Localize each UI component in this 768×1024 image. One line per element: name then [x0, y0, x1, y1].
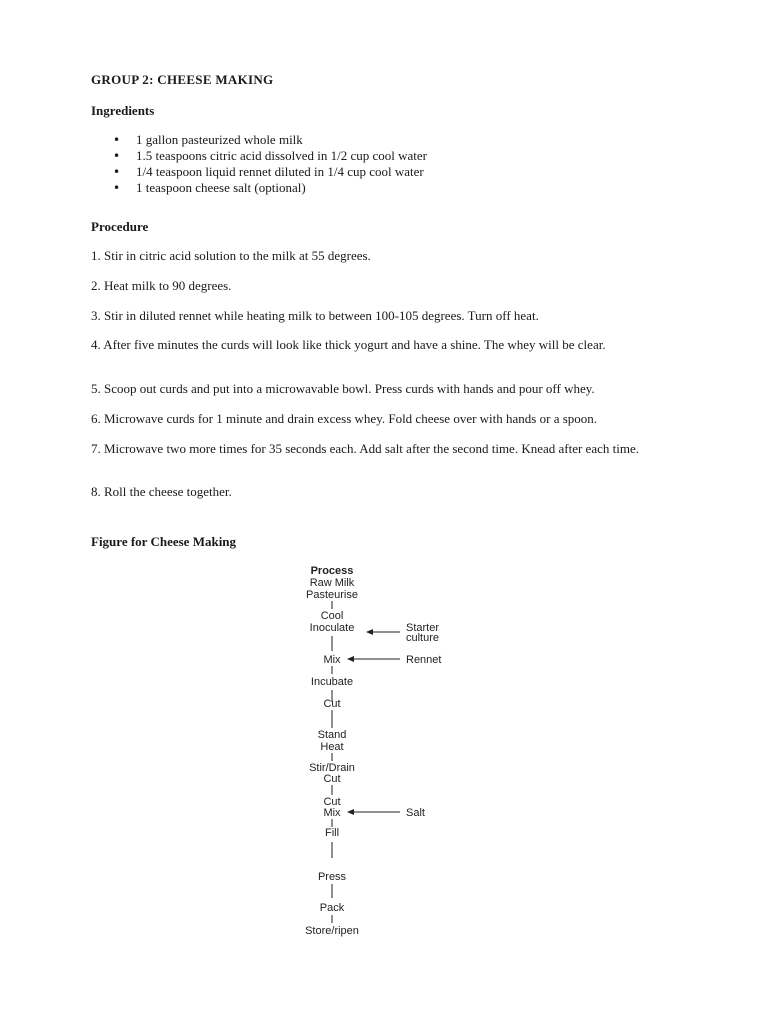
flow-step-cut-3: Cut	[323, 796, 341, 808]
procedure-step: 3. Stir in diluted rennet while heating milk to between 100-105 degrees. Turn off heat.	[91, 308, 539, 323]
flow-step-cut-2: Cut	[323, 773, 341, 785]
ingredients-heading: Ingredients	[91, 103, 155, 118]
flow-step-incubate: Incubate	[310, 676, 354, 688]
procedure-step: 1. Stir in citric acid solution to the milk at 55 degrees.	[91, 248, 371, 263]
procedure-step: 4. After five minutes the curds will look like thick yogurt and have a shine. The whey will be clear.	[91, 337, 606, 352]
procedure-step: 7. Microwave two more times for 35 seconds each. Add salt after the second time. Knead after each time.	[91, 441, 639, 456]
procedure-step: 8. Roll the cheese together.	[91, 484, 232, 499]
flowchart-header: Process	[310, 565, 354, 577]
flow-step-cut: Cut	[323, 698, 341, 710]
input-rennet: Rennet	[406, 654, 442, 666]
document-title: GROUP 2: CHEESE MAKING	[91, 72, 274, 87]
flow-step-fill: Fill	[324, 827, 340, 839]
flow-step-press: Press	[317, 871, 347, 883]
flow-step-inoculate: Inoculate	[309, 622, 355, 634]
arrowhead-icon	[347, 656, 354, 662]
flow-step-stand: Stand	[317, 729, 347, 741]
flow-step-pack: Pack	[319, 902, 345, 914]
ingredient-item: • 1 gallon pasteurized whole milk	[110, 132, 427, 148]
procedure-step: 5. Scoop out curds and put into a microwavable bowl. Press curds with hands and pour off whey.	[91, 381, 595, 396]
input-starter-culture-line2: culture	[406, 632, 440, 644]
procedure-step: 6. Microwave curds for 1 minute and drain excess whey. Fold cheese over with hands or a spoon.	[91, 411, 598, 426]
arrowhead-icon	[347, 809, 354, 815]
ingredient-item: • 1/4 teaspoon liquid rennet diluted in 1/4 cup cool water	[110, 164, 427, 180]
flow-step-heat: Heat	[320, 741, 344, 753]
flow-step-mix-2: Mix	[323, 807, 341, 819]
flow-step-mix: Mix	[323, 654, 341, 666]
procedure-heading: Procedure	[91, 219, 149, 234]
flow-step-stir-drain: Stir/Drain	[309, 762, 355, 774]
flow-step-pasteurise: Pasteurise	[306, 589, 358, 601]
flow-step-raw-milk: Raw Milk	[309, 577, 355, 589]
flow-step-cool: Cool	[320, 610, 344, 622]
ingredient-item: • 1 teaspoon cheese salt (optional)	[110, 180, 427, 196]
input-starter-culture-line1: Starter	[406, 622, 440, 634]
flow-step-store-ripen: Store/ripen	[305, 925, 359, 937]
ingredient-item: • 1.5 teaspoons citric acid dissolved in 1/2 cup cool water	[110, 148, 427, 164]
input-salt: Salt	[406, 807, 425, 819]
arrowhead-icon	[366, 629, 373, 635]
figure-heading: Figure for Cheese Making	[91, 534, 237, 549]
procedure-step: 2. Heat milk to 90 degrees.	[91, 278, 232, 293]
